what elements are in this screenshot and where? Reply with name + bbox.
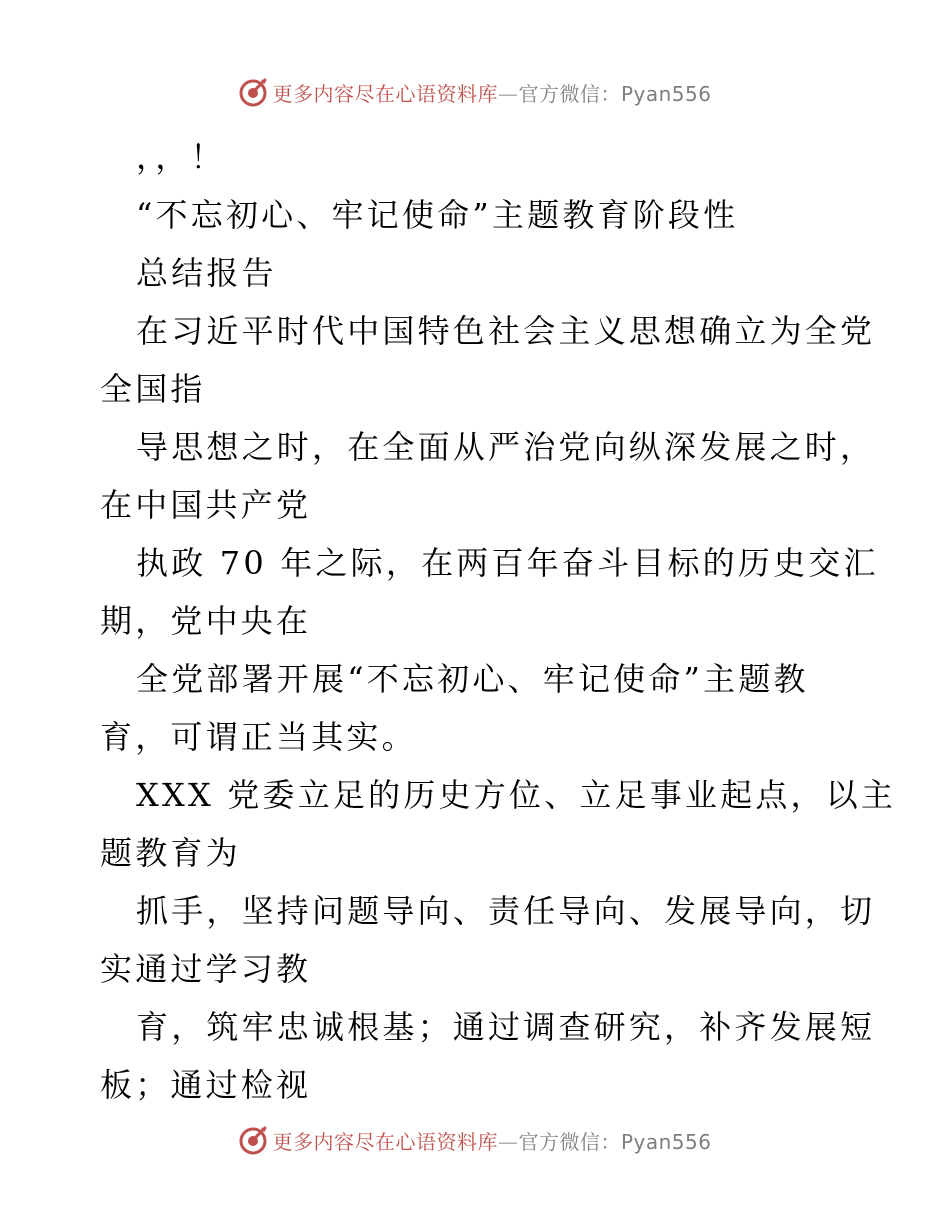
document-line: 导思想之时，在全面从严治党向纵深发展之时， — [136, 428, 876, 466]
brand-logo-icon — [238, 77, 268, 107]
banner-separator: — — [497, 1129, 519, 1154]
brand-text: 更多内容尽在心语资料库 — [272, 81, 498, 106]
document-line: XXX 党委立足的历史方位、立足事业起点，以主 — [136, 776, 897, 814]
banner-separator: — — [497, 81, 519, 106]
wechat-text: 官方微信：Pyan556 — [518, 1129, 712, 1154]
footer-banner — [0, 1120, 950, 1160]
brand-text: 更多内容尽在心语资料库 — [272, 1129, 498, 1154]
banner-text — [272, 78, 711, 107]
header-banner — [0, 72, 950, 112]
document-line: 题教育为 — [100, 834, 241, 872]
document-line: 期，党中央在 — [100, 602, 312, 640]
document-line: 在中国共产党 — [100, 486, 312, 524]
document-line: 育，可谓正当其实。 — [100, 718, 417, 756]
document-line: 育，筑牢忠诚根基；通过调查研究，补齐发展短 — [136, 1008, 876, 1046]
document-line: “不忘初心、牢记使命”主题教育阶段性 — [136, 196, 739, 234]
document-line: 在习近平时代中国特色社会主义思想确立为全党 — [136, 312, 876, 350]
document-line: 抓手，坚持问题导向、责任导向、发展导向，切 — [136, 892, 876, 930]
banner-text — [272, 1126, 711, 1155]
document-line: 全国指 — [100, 370, 206, 408]
document-body — [100, 128, 897, 1114]
document-line: 全党部署开展“不忘初心、牢记使命”主题教 — [136, 660, 809, 698]
document-line: 实通过学习教 — [100, 950, 312, 988]
document-line: 执政 70 年之际，在两百年奋斗目标的历史交汇 — [136, 544, 879, 582]
document-line: 总结报告 — [136, 254, 277, 292]
document-line: ，，！ — [136, 138, 226, 176]
wechat-text: 官方微信：Pyan556 — [518, 81, 712, 106]
brand-logo-icon — [238, 1125, 268, 1155]
document-line: 板；通过检视 — [100, 1066, 312, 1104]
